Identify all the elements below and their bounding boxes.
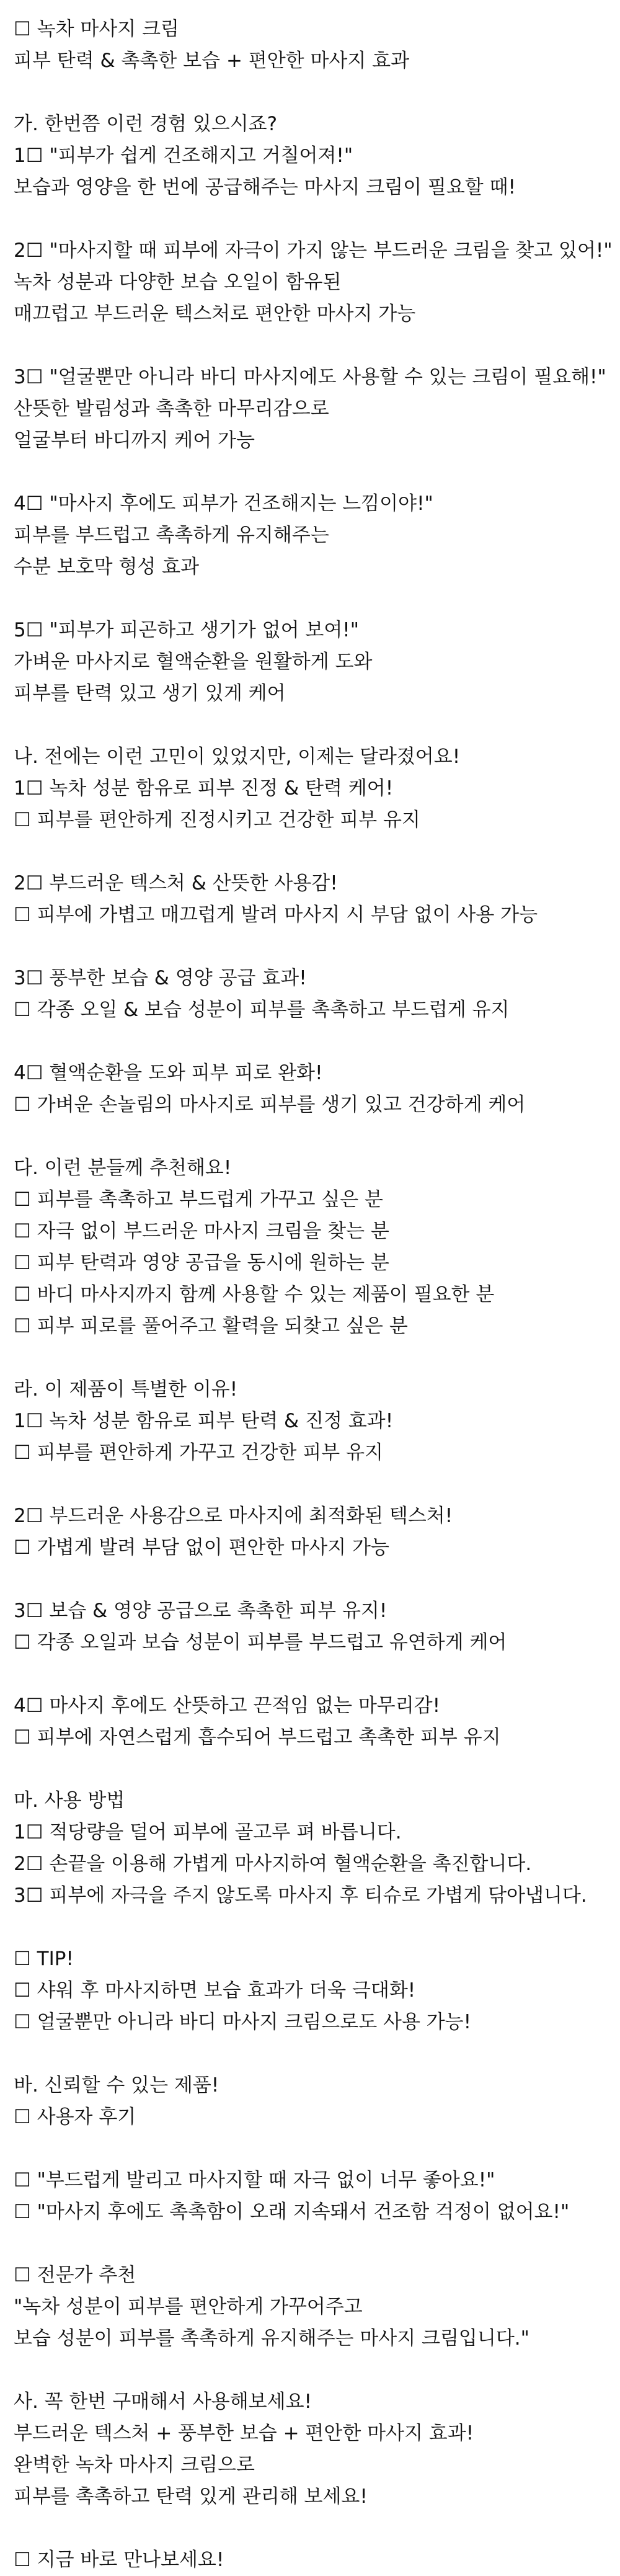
blank-line <box>14 931 620 963</box>
text-line: ☐ 피부를 편안하게 가꾸고 건강한 피부 유지 <box>14 1442 383 1464</box>
text-line: 1☐ 녹차 성분 함유로 피부 탄력 & 진정 효과! <box>14 1410 394 1432</box>
blank-line <box>14 1026 620 1058</box>
text-line: 매끄럽고 부드러운 텍스처로 편안한 마사지 가능 <box>14 303 416 325</box>
text-line: 바. 신뢰할 수 있는 제품! <box>14 2074 219 2097</box>
text-line: 라. 이 제품이 특별한 이유! <box>14 1378 238 1401</box>
blank-line <box>14 457 620 488</box>
text-line: 다. 이런 분들께 추천해요! <box>14 1157 232 1179</box>
blank-line <box>14 1342 620 1374</box>
text-line: 피부를 촉촉하고 탄력 있게 관리해 보세요! <box>14 2485 368 2508</box>
text-line: ☐ "마사지 후에도 촉촉함이 오래 지속돼서 건조함 걱정이 없어요!" <box>14 2201 570 2223</box>
text-line: 얼굴부터 바디까지 케어 가능 <box>14 429 255 452</box>
text-line: 산뜻한 발림성과 촉촉한 마무리감으로 <box>14 398 329 420</box>
blank-line <box>14 1659 620 1690</box>
text-line: ☐ 가볍게 발려 부담 없이 편안한 마사지 가능 <box>14 1536 389 1559</box>
text-line: ☐ 샤워 후 마사지하면 보습 효과가 더욱 극대화! <box>14 1979 416 2002</box>
text-line: ☐ 각종 오일과 보습 성분이 피부를 부드럽고 유연하게 케어 <box>14 1631 507 1654</box>
text-line: ☐ 각종 오일 & 보습 성분이 피부를 촉촉하고 부드럽게 유지 <box>14 999 510 1021</box>
text-line: ☐ 바디 마사지까지 함께 사용할 수 있는 제품이 필요한 분 <box>14 1283 495 1306</box>
text-line: ☐ 피부를 편안하게 진정시키고 건강한 피부 유지 <box>14 809 420 831</box>
blank-line <box>14 2228 620 2260</box>
text-line: 보습 성분이 피부를 촉촉하게 유지해주는 마사지 크림입니다." <box>14 2327 529 2350</box>
text-line: ☐ "부드럽게 발리고 마사지할 때 자극 없이 너무 좋아요!" <box>14 2169 495 2191</box>
blank-line <box>14 1469 620 1500</box>
text-line: 보습과 영양을 한 번에 공급해주는 마사지 크림이 필요할 때! <box>14 176 516 198</box>
text-line: 3☐ 피부에 자극을 주지 않도록 마사지 후 티슈로 가볍게 닦아냅니다. <box>14 1884 587 1907</box>
blank-line <box>14 2355 620 2386</box>
blank-line <box>14 836 620 868</box>
text-line: 3☐ "얼굴뿐만 아니라 바디 마사지에도 사용할 수 있는 크림이 필요해!" <box>14 366 606 388</box>
text-line: 5☐ "피부가 피곤하고 생기가 없어 보여!" <box>14 619 359 641</box>
text-line: ☐ 피부에 자연스럽게 흡수되어 부드럽고 촉촉한 피부 유지 <box>14 1726 501 1749</box>
text-line: ☐ 전문가 추천 <box>14 2264 136 2286</box>
text-line: 가벼운 마사지로 혈액순환을 원활하게 도와 <box>14 651 373 673</box>
text-line: 2☐ "마사지할 때 피부에 자극이 가지 않는 부드러운 크림을 찾고 있어!" <box>14 239 613 262</box>
blank-line <box>14 2133 620 2165</box>
text-line: "녹차 성분이 피부를 편안하게 가꾸어주고 <box>14 2296 363 2318</box>
blank-line <box>14 1912 620 1943</box>
blank-line <box>14 583 620 615</box>
text-line: 3☐ 풍부한 보습 & 영양 공급 효과! <box>14 967 307 989</box>
text-line: 3☐ 보습 & 영양 공급으로 촉촉한 피부 유지! <box>14 1600 388 1622</box>
text-line: 나. 전에는 이런 고민이 있었지만, 이제는 달라졌어요! <box>14 746 461 768</box>
text-line: 2☐ 부드러운 텍스처 & 산뜻한 사용감! <box>14 872 338 894</box>
text-line: 수분 보호막 형성 효과 <box>14 556 200 578</box>
blank-line <box>14 2513 620 2544</box>
text-line: 1☐ 녹차 성분 함유로 피부 진정 & 탄력 케어! <box>14 777 394 800</box>
text-line: ☐ 녹차 마사지 크림 <box>14 18 179 40</box>
text-line: 피부를 탄력 있고 생기 있게 케어 <box>14 682 286 705</box>
blank-line <box>14 2038 620 2070</box>
text-line: ☐ TIP! <box>14 1948 74 1970</box>
blank-line <box>14 1564 620 1595</box>
text-line: ☐ 피부에 가볍고 매끄럽게 발려 마사지 시 부담 없이 사용 가능 <box>14 904 538 926</box>
text-line: ☐ 피부를 촉촉하고 부드럽게 가꾸고 싶은 분 <box>14 1188 383 1211</box>
text-line: 1☐ "피부가 쉽게 건조해지고 거칠어져!" <box>14 145 353 167</box>
text-line: 4☐ 혈액순환을 도와 피부 피로 완화! <box>14 1062 323 1084</box>
blank-line <box>14 77 620 109</box>
text-line: 4☐ "마사지 후에도 피부가 건조해지는 느낌이야!" <box>14 492 433 515</box>
text-line: ☐ 가벼운 손놀림의 마사지로 피부를 생기 있고 건강하게 케어 <box>14 1094 526 1116</box>
blank-line <box>14 1121 620 1152</box>
text-line: ☐ 피부 탄력과 영양 공급을 동시에 원하는 분 <box>14 1252 389 1274</box>
text-line: 4☐ 마사지 후에도 산뜻하고 끈적임 없는 마무리감! <box>14 1695 441 1717</box>
text-line: 1☐ 적당량을 덜어 피부에 골고루 펴 바릅니다. <box>14 1821 402 1843</box>
blank-line <box>14 1754 620 1785</box>
text-line: 2☐ 부드러운 사용감으로 마사지에 최적화된 텍스처! <box>14 1505 453 1527</box>
text-line: ☐ 지금 바로 만나보세요! <box>14 2549 224 2571</box>
text-line: ☐ 사용자 후기 <box>14 2106 136 2128</box>
text-line: ☐ 자극 없이 부드러운 마사지 크림을 찾는 분 <box>14 1220 389 1242</box>
text-line: ☐ 얼굴뿐만 아니라 바디 마사지 크림으로도 사용 가능! <box>14 2011 472 2033</box>
text-line: 완벽한 녹차 마사지 크림으로 <box>14 2454 255 2476</box>
text-line: ☐ 피부 피로를 풀어주고 활력을 되찾고 싶은 분 <box>14 1315 408 1337</box>
text-line: 2☐ 손끝을 이용해 가볍게 마사지하여 혈액순환을 촉진합니다. <box>14 1853 532 1875</box>
text-line: 피부를 부드럽고 촉촉하게 유지해주는 <box>14 524 329 546</box>
text-line: 부드러운 텍스처 + 풍부한 보습 + 편안한 마사지 효과! <box>14 2422 474 2445</box>
text-line: 녹차 성분과 다양한 보습 오일이 함유된 <box>14 271 342 293</box>
text-line: 마. 사용 방법 <box>14 1789 125 1812</box>
blank-line <box>14 710 620 741</box>
text-line: 사. 꼭 한번 구매해서 사용해보세요! <box>14 2391 312 2413</box>
text-line: 가. 한번쯤 이런 경험 있으시죠? <box>14 113 278 135</box>
blank-line <box>14 203 620 235</box>
blank-line <box>14 330 620 362</box>
text-line: 피부 탄력 & 촉촉한 보습 + 편안한 마사지 효과 <box>14 50 410 72</box>
